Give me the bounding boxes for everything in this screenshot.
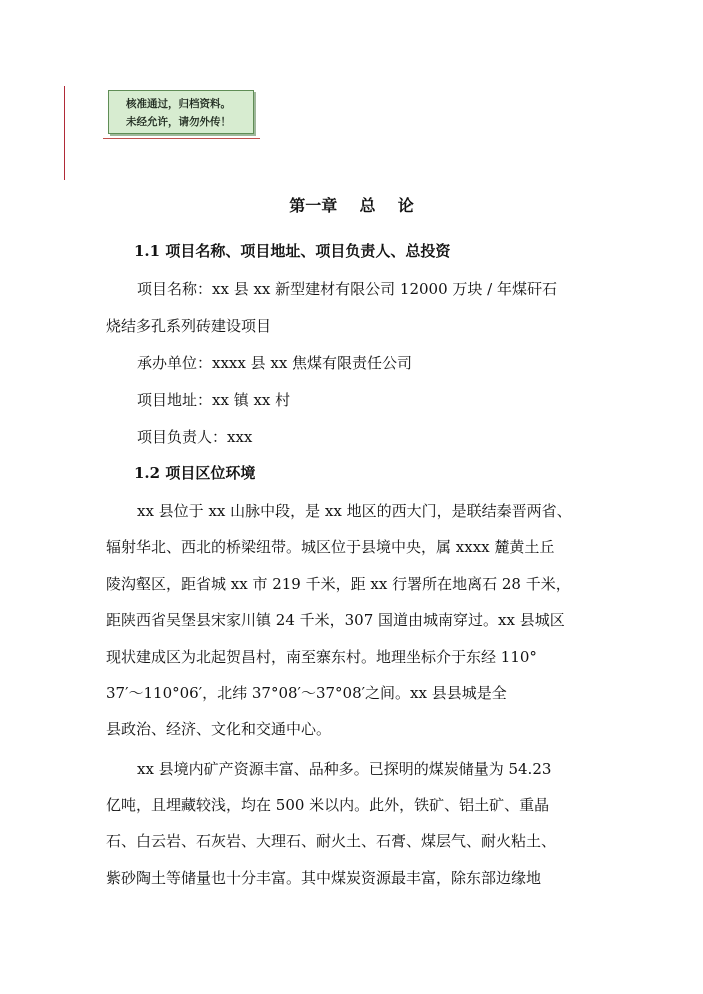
paragraph-line: 辐射华北、西北的桥梁纽带。城区位于县境中央，属 xxxx 麓黄土丘 [106, 538, 555, 556]
paragraph-line: 县政治、经济、文化和交通中心。 [106, 720, 332, 738]
paragraph-line: xx 县境内矿产资源丰富、品种多。已探明的煤炭储量为 54.23 [137, 760, 552, 778]
leader-line: 项目负责人：xxx [137, 428, 253, 446]
margin-line [64, 86, 65, 180]
project-name-line-2: 烧结多孔系列砖建设项目 [106, 317, 272, 335]
stamp-underline [103, 138, 260, 139]
paragraph-line: 距陕西省吴堡县宋家川镇 24 千米，307 国道由城南穿过。xx 县城区 [106, 611, 565, 629]
undertaker-line: 承办单位：xxxx 县 xx 焦煤有限责任公司 [137, 354, 413, 372]
stamp-line-1: 核准通过，归档资料。 [126, 98, 231, 110]
paragraph-line: 现状建成区为北起贺昌村，南至寨东村。地理坐标介于东经 110° [106, 648, 537, 666]
paragraph-line: 石、白云岩、石灰岩、大理石、耐火土、石膏、煤层气、耐火粘土、 [106, 832, 557, 850]
project-name-line-1: 项目名称：xx 县 xx 新型建材有限公司 12000 万块 / 年煤矸石 [137, 280, 557, 298]
chapter-title: 第一章 总 论 [289, 196, 414, 215]
section-1-2-heading: 1.2 项目区位环境 [134, 464, 256, 482]
section-1-1-heading: 1.1 项目名称、项目地址、项目负责人、总投资 [134, 242, 451, 260]
paragraph-line: 亿吨，且埋藏较浅，均在 500 米以内。此外，铁矿、铝土矿、重晶 [106, 796, 550, 814]
paragraph-line: xx 县位于 xx 山脉中段，是 xx 地区的西大门，是联结秦晋两省、 [137, 502, 572, 520]
paragraph-line: 紫砂陶土等储量也十分丰富。其中煤炭资源最丰富，除东部边缘地 [106, 869, 542, 887]
confidential-stamp [108, 90, 254, 134]
paragraph-line: 37′～110°06′，北纬 37°08′～37°08′之间。xx 县县城是全 [106, 684, 507, 702]
paragraph-line: 陵沟壑区，距省城 xx 市 219 千米，距 xx 行署所在地离石 28 千米， [106, 575, 571, 593]
address-line: 项目地址：xx 镇 xx 村 [137, 391, 291, 409]
stamp-line-2: 未经允许，请勿外传！ [126, 116, 231, 128]
